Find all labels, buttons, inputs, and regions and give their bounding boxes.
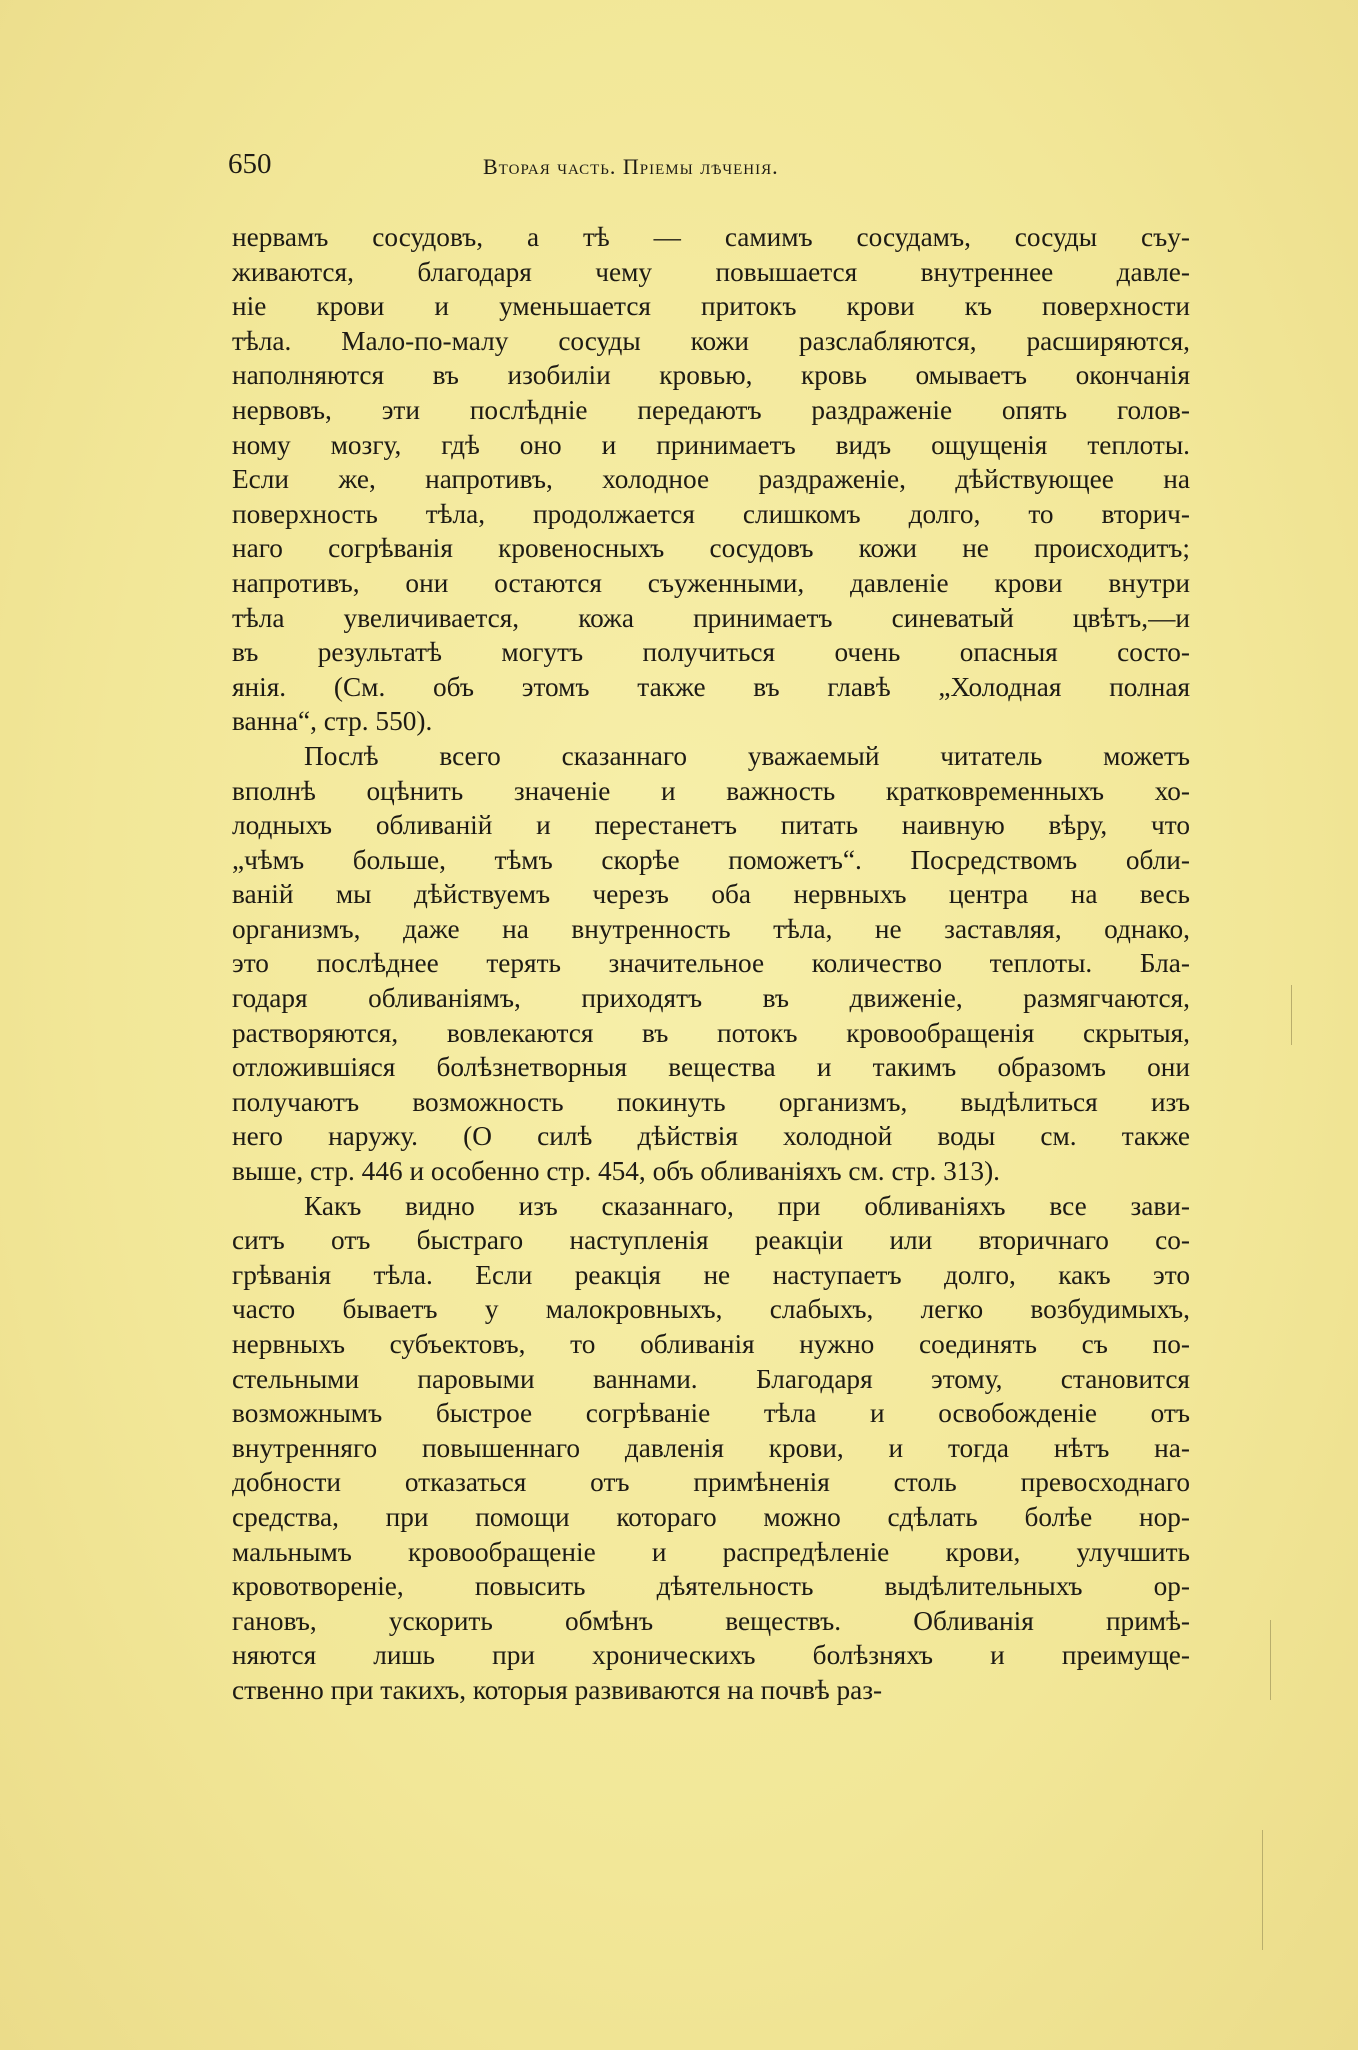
text-line: ному мозгу, гдѣ оно и принимаетъ видъ ощущенія теплоты. [232,429,1190,460]
text-line: ніе крови и уменьшается притокъ крови къ поверхности [232,291,1190,322]
text-line: наполняются въ изобиліи кровью, кровь омываетъ окончанія [232,360,1190,391]
text-line: кровотвореніе, повысить дѣятельность выдѣлительныхъ ор- [232,1571,1190,1602]
text-line: лодныхъ обливаній и перестанетъ питать наивную вѣру, что [232,810,1190,841]
text-line: тѣла. Мало-по-малу сосуды кожи разслабляются, расширяются, [232,325,1190,356]
text-line: ственно при такихъ, которыя развиваются на почвѣ раз- [232,1674,883,1705]
text-line: организмъ, даже на внутренность тѣла, не заставляя, однако, [232,913,1190,944]
text-line: поверхность тѣла, продолжается слишкомъ долго, то вторич- [232,498,1190,529]
text-line: растворяются, вовлекаются въ потокъ кровообращенія скрытыя, [232,1017,1190,1048]
text-line: внутренняго повышеннаго давленія крови, и тогда нѣтъ на- [232,1432,1190,1463]
text-line: нервовъ, эти послѣдніе передаютъ раздраженіе опять голов- [232,394,1190,425]
text-line: часто бываетъ у малокровныхъ, слабыхъ, легко возбудимыхъ, [232,1294,1190,1325]
text-line: ванна“, стр. 550). [232,706,433,737]
text-line: возможнымъ быстрое согрѣваніе тѣла и освобожденіе отъ [232,1398,1190,1429]
body-text [232,220,1190,1708]
page-number: 650 [228,148,272,180]
page-header [228,148,968,188]
text-line: живаются, благодаря чему повышается внутреннее давле- [232,256,1190,287]
text-line: наго согрѣванія кровеносныхъ сосудовъ кожи не происходитъ; [232,533,1190,564]
margin-mark [1291,985,1292,1045]
paragraph [232,739,1190,1189]
margin-mark [1262,1830,1263,1950]
text-line: него наружу. (О силѣ дѣйствія холодной воды см. также [232,1121,1190,1152]
text-line: Если же, напротивъ, холодное раздраженіе, дѣйствующее на [232,464,1190,495]
text-line: нервамъ сосудовъ, а тѣ — самимъ сосудамъ, сосуды съу- [232,222,1190,252]
running-head: Вторая часть. Пріемы лѣченія. [483,154,779,179]
paragraph [232,1189,1190,1708]
text-line: годаря обливаніямъ, приходятъ въ движеніе, размягчаются, [232,983,1190,1014]
text-line: янія. (См. объ этомъ также въ главѣ „Холодная полная [232,671,1190,702]
text-line: нервныхъ субъектовъ, то обливанія нужно соединять съ по- [232,1329,1190,1359]
text-line: это послѣднее терять значительное количество теплоты. Бла- [232,948,1190,979]
text-line: стельными паровыми ваннами. Благодаря этому, становится [232,1363,1190,1394]
text-line: Послѣ всего сказаннаго уважаемый читатель можетъ [304,740,1190,771]
text-line: получаютъ возможность покинуть организмъ, выдѣлиться изъ [232,1086,1190,1117]
text-line: „чѣмъ больше, тѣмъ скорѣе поможетъ“. Посредствомъ обли- [232,844,1190,875]
text-line: выше, стр. 446 и особенно стр. 454, объ обливаніяхъ см. стр. 313). [232,1156,1000,1187]
text-line: напротивъ, они остаются съуженными, давленіе крови внутри [232,567,1190,598]
text-line: ситъ отъ быстраго наступленія реакціи или вторичнаго со- [232,1225,1190,1256]
text-line: мальнымъ кровообращеніе и распредѣленіе крови, улучшить [232,1536,1190,1567]
text-line: тѣла увеличивается, кожа принимаетъ синеватый цвѣтъ,—и [232,602,1190,633]
text-line: ваній мы дѣйствуемъ черезъ оба нервныхъ центра на весь [232,879,1190,910]
text-line: грѣванія тѣла. Если реакція не наступаетъ долго, какъ это [232,1259,1190,1290]
text-line: Какъ видно изъ сказаннаго, при обливаніяхъ все зави- [304,1190,1190,1221]
text-line: въ результатѣ могутъ получиться очень опасныя состо- [232,637,1190,668]
text-line: гановъ, ускорить обмѣнъ веществъ. Обливанія примѣ- [232,1605,1190,1636]
margin-mark [1270,1620,1271,1700]
text-line: няются лишь при хроническихъ болѣзняхъ и преимуще- [232,1640,1190,1671]
text-line: отложившіяся болѣзнетворныя вещества и такимъ образомъ они [232,1052,1190,1083]
text-line: вполнѣ оцѣнить значеніе и важность кратковременныхъ хо- [232,775,1190,806]
text-line: средства, при помощи котораго можно сдѣлать болѣе нор- [232,1501,1190,1532]
text-line: добности отказаться отъ примѣненія столь превосходнаго [232,1467,1190,1498]
paragraph [232,220,1190,739]
